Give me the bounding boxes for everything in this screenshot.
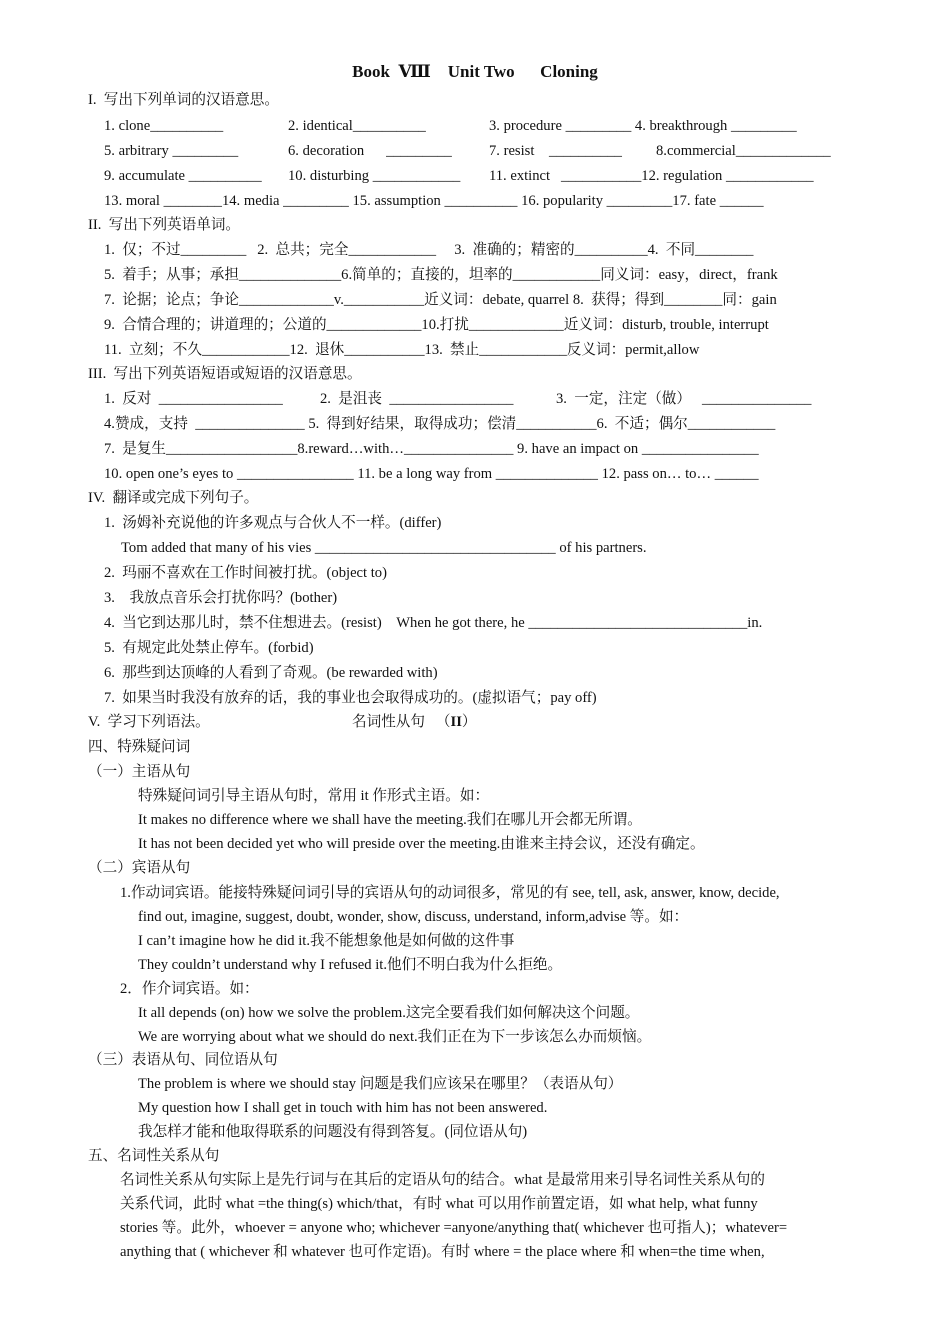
body-text: 特殊疑问词引导主语从句时，常用 it 作形式主语。如： bbox=[138, 788, 490, 804]
sentence-item: 2. 玛丽不喜欢在工作时间被打扰。(object to) bbox=[104, 565, 387, 581]
body-text: find out, imagine, suggest, doubt, wonder, show, discuss, understand, inform,advise 等。如： bbox=[138, 909, 689, 925]
vocab-row: 7. 论据；论点；争论_____________v.___________近义词：debate, quarrel 8. 获得；得到________同：gain bbox=[104, 292, 777, 308]
example-text: The problem is where we should stay 问题是我们应该呆在哪里？（表语从句） bbox=[138, 1076, 623, 1092]
word-item: 9. accumulate __________ bbox=[104, 168, 262, 184]
example-text: It all depends (on) how we solve the problem.这完全要看我们如何解决这个问题。 bbox=[138, 1005, 640, 1021]
vocab-row: 9. 合情合理的；讲道理的；公道的_____________10.打扰_____________近义词：disturb, trouble, interrupt bbox=[104, 317, 769, 333]
word-item: 1. clone__________ bbox=[104, 118, 224, 134]
example-text: 我怎样才能和他取得联系的问题没有得到答复。(同位语从句) bbox=[138, 1124, 528, 1140]
phrase-item: 2. 是沮丧 _________________ bbox=[320, 391, 514, 407]
section-2-heading: II. 写出下列英语单词。 bbox=[88, 217, 241, 233]
section-5-heading: V. 学习下列语法。 bbox=[88, 714, 210, 730]
grammar-topic-text: 名词性从句 （ bbox=[352, 714, 451, 730]
grammar-topic-numeral: II bbox=[450, 714, 462, 730]
phrase-row: 7. 是复生__________________8.reward…with…_______________ 9. have an impact on ________________ bbox=[104, 441, 759, 457]
vocab-row: 1. 仅；不过_________ 2. 总共；完全____________ 3. 准确的；精密的__________4. 不同________ bbox=[104, 242, 754, 258]
body-text: 2．作介词宾语。如： bbox=[120, 981, 259, 997]
word-item: 8.commercial_____________ bbox=[656, 143, 831, 159]
body-text: stories 等。此外，whoever = anyone who; whichever =anyone/anything that( whichever 也可指人)；whatever= bbox=[120, 1220, 788, 1236]
phrase-row: 4.赞成，支持 _______________ 5. 得到好结果，取得成功；偿清___________6. 不适；偶尔____________ bbox=[104, 416, 776, 432]
section-1-heading: I. 写出下列单词的汉语意思。 bbox=[88, 92, 279, 108]
word-item: 10. disturbing ____________ bbox=[288, 168, 461, 184]
word-item: 2. identical__________ bbox=[288, 118, 426, 134]
phrase-item: 1. 反对 _________________ bbox=[104, 391, 283, 407]
vocab-row: 5. 着手；从事；承担______________6.简单的；直接的，坦率的____________同义词：easy，direct，frank bbox=[104, 267, 778, 283]
document-title: Book Ⅷ Unit Two Cloning bbox=[352, 62, 598, 81]
body-text: 1.作动词宾语。能接特殊疑问词引导的宾语从句的动词很多，常见的有 see, tell, ask, answer, know, decide, bbox=[120, 885, 780, 901]
body-text: 名词性关系从句实际上是先行词与在其后的定语从句的结合。what 是最常用来引导名词性关系从句的 bbox=[120, 1172, 765, 1188]
sentence-answer: Tom added that many of his vies _________________________________ of his partners. bbox=[121, 540, 647, 556]
word-item: 11. extinct ___________12. regulation ____________ bbox=[489, 168, 814, 184]
example-text: They couldn’t understand why I refused it.他们不明白我为什么拒绝。 bbox=[138, 957, 563, 973]
word-item: 5. arbitrary _________ bbox=[104, 143, 239, 159]
example-text: I can’t imagine how he did it.我不能想象他是如何做的这件事 bbox=[138, 933, 515, 949]
word-row: 13. moral ________14. media _________ 15. assumption __________ 16. popularity _________17. fate ______ bbox=[104, 193, 764, 209]
sentence-item: 1. 汤姆补充说他的许多观点与合伙人不一样。(differ) bbox=[104, 515, 442, 531]
subheading: 五、名词性关系从句 bbox=[88, 1148, 220, 1164]
word-item: 7. resist __________ bbox=[489, 143, 622, 159]
example-text: My question how I shall get in touch with him has not been answered. bbox=[138, 1100, 548, 1116]
word-item: 6. decoration _________ bbox=[288, 143, 452, 159]
subheading: （二）宾语从句 bbox=[88, 860, 191, 876]
sentence-item: 6. 那些到达顶峰的人看到了奇观。(be rewarded with) bbox=[104, 665, 438, 681]
sentence-item: 4. 当它到达那儿时，禁不住想进去。(resist) When he got there, he ______________________________in. bbox=[104, 615, 763, 631]
subheading: 四、特殊疑问词 bbox=[88, 739, 191, 755]
example-text: It makes no difference where we shall have the meeting.我们在哪儿开会都无所谓。 bbox=[138, 812, 642, 828]
sentence-item: 5. 有规定此处禁止停车。(forbid) bbox=[104, 640, 314, 656]
sentence-item: 3. 我放点音乐会打扰你吗？(bother) bbox=[104, 590, 338, 606]
subheading: （三）表语从句、同位语从句 bbox=[88, 1052, 278, 1068]
subheading: （一）主语从句 bbox=[88, 764, 191, 780]
grammar-topic-close: ） bbox=[461, 714, 477, 730]
example-text: We are worrying about what we should do next.我们正在为下一步该怎么办而烦恼。 bbox=[138, 1029, 652, 1045]
section-4-heading: IV. 翻译或完成下列句子。 bbox=[88, 490, 259, 506]
grammar-topic bbox=[352, 712, 476, 732]
example-text: It has not been decided yet who will preside over the meeting.由谁来主持会议，还没有确定。 bbox=[138, 836, 705, 852]
sentence-item: 7. 如果当时我没有放弃的话，我的事业也会取得成功的。(虚拟语气；pay off) bbox=[104, 690, 597, 706]
phrase-row: 10. open one’s eyes to ________________ 11. be a long way from ______________ 12. pass on… to… ______ bbox=[104, 466, 759, 482]
word-item: 3. procedure _________ 4. breakthrough _________ bbox=[489, 118, 797, 134]
body-text: anything that ( whichever 和 whatever 也可作定语)。有时 where = the place where 和 when=the time when, bbox=[120, 1244, 765, 1260]
phrase-item: 3. 一定，注定（做） _______________ bbox=[556, 391, 812, 407]
section-3-heading: III. 写出下列英语短语或短语的汉语意思。 bbox=[88, 366, 362, 382]
vocab-row: 11. 立刻；不久____________12. 退休___________13. 禁止____________反义词：permit,allow bbox=[104, 342, 700, 358]
body-text: 关系代词，此时 what =the thing(s) which/that，有时 what 可以用作前置定语，如 what help, what funny bbox=[120, 1196, 758, 1212]
